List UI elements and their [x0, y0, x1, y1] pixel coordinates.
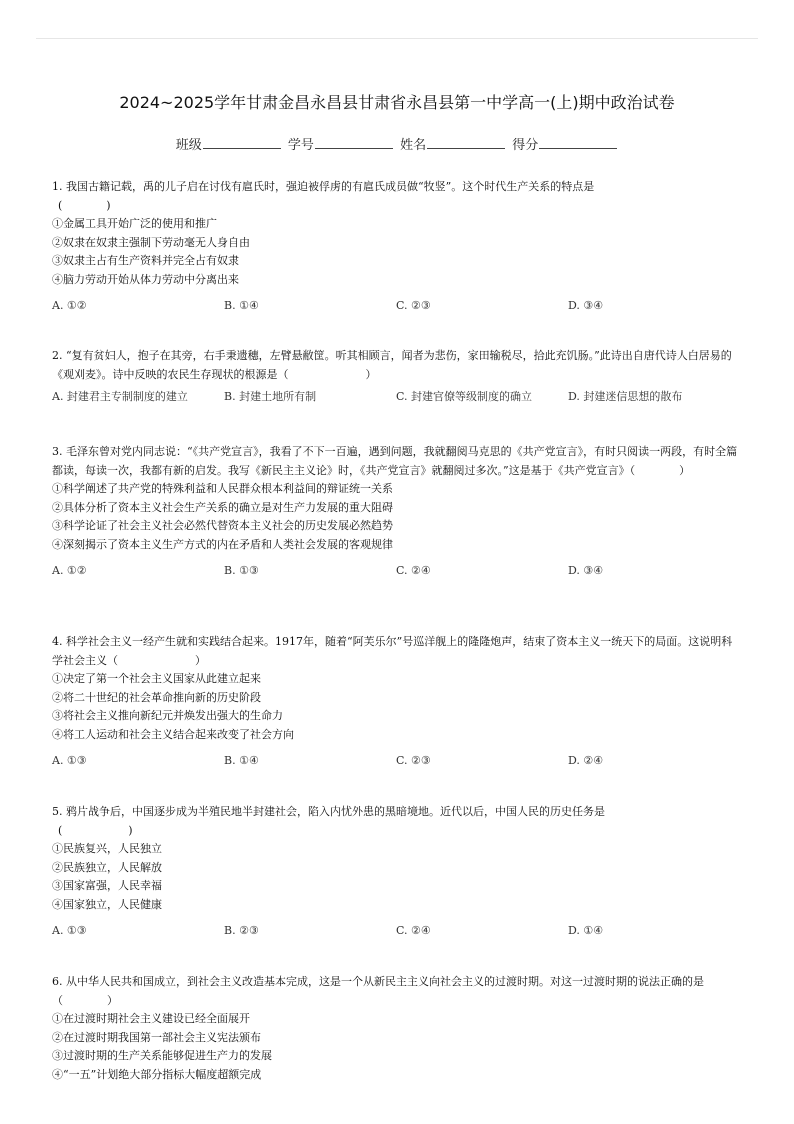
answer-paren: ( )	[58, 198, 111, 212]
student-id-label: 学号	[287, 138, 314, 153]
statement-2: ②民族独立，人民解放	[52, 860, 162, 874]
choice-b[interactable]: B. 封建土地所有制	[224, 390, 317, 403]
choice-c[interactable]: C. ②③	[396, 754, 431, 767]
choice-a[interactable]: A. 封建君主专制制度的建立	[52, 390, 188, 403]
question-stem: 5. 鸦片战争后，中国逐步成为半殖民地半封建社会，陷入内忧外患的黑暗境地。近代以后，中国人民的历史任务是	[52, 805, 605, 818]
question-stem: 4. 科学社会主义一经产生就和实践结合起来。1917年，随着“阿芙乐尔”号巡洋舰上的隆隆炮声，结束了资本主义一统天下的局面。这说明科学社会主义（ ）	[52, 635, 733, 667]
name-blank[interactable]	[427, 136, 505, 149]
choice-b[interactable]: B. ②③	[224, 924, 259, 937]
question-stem: 2. “复有贫妇人，抱子在其旁，右手秉遗穗，左臂悬敝筐。听其相顾言，闻者为悲伤，家田输税尽，拾此充饥肠。”此诗出自唐代诗人白居易的《观刈麦》。诗中反映的农民生存现状的根源是（ ）	[52, 349, 732, 381]
class-label: 班级	[175, 138, 202, 153]
name-label: 姓名	[400, 138, 427, 153]
choice-row	[52, 752, 742, 770]
question-5	[52, 803, 742, 940]
question-4	[52, 633, 742, 770]
choice-d[interactable]: D. ②④	[568, 754, 604, 767]
statement-2: ②具体分析了资本主义社会生产关系的确立是对生产力发展的重大阻碍	[52, 500, 393, 514]
choice-d[interactable]: D. ①④	[568, 924, 604, 937]
top-divider	[36, 38, 758, 39]
choice-c[interactable]: C. ②③	[396, 299, 431, 312]
question-1	[52, 178, 742, 315]
choice-b[interactable]: B. ①④	[224, 754, 259, 767]
statement-3: ③过渡时期的生产关系能够促进生产力的发展	[52, 1049, 272, 1062]
statement-3: ③奴隶主占有生产资料并完全占有奴隶	[52, 254, 239, 267]
choice-a[interactable]: A. ①③	[52, 754, 87, 767]
question-stem: 1. 我国古籍记载，禹的儿子启在讨伐有扈氏时，强迫被俘虏的有扈氏成员做“牧竖”。这个时代生产关系的特点是	[52, 180, 595, 193]
statement-2: ②将二十世纪的社会革命推向新的历史阶段	[52, 690, 261, 704]
statement-3: ③科学论证了社会主义社会必然代替资本主义社会的历史发展必然趋势	[52, 519, 393, 532]
choice-row	[52, 922, 742, 940]
statement-3: ③将社会主义推向新纪元并焕发出强大的生命力	[52, 709, 283, 722]
student-info-line	[0, 134, 794, 153]
score-blank[interactable]	[539, 136, 617, 149]
statement-2: ②在过渡时期我国第一部社会主义宪法颁布	[52, 1030, 261, 1044]
choice-c[interactable]: C. 封建官僚等级制度的确立	[396, 390, 533, 403]
question-3	[52, 443, 742, 580]
statement-4: ④深刻揭示了资本主义生产方式的内在矛盾和人类社会发展的客观规律	[52, 537, 393, 551]
choice-a[interactable]: A. ①③	[52, 924, 87, 937]
student-id-blank[interactable]	[315, 136, 393, 149]
choice-d[interactable]: D. 封建迷信思想的散布	[568, 390, 683, 403]
statement-3: ③国家富强，人民幸福	[52, 879, 162, 892]
statement-1: ①民族复兴，人民独立	[52, 842, 162, 855]
statement-4: ④“一五”计划绝大部分指标大幅度超额完成	[52, 1067, 262, 1081]
statement-4: ④将工人运动和社会主义结合起来改变了社会方向	[52, 727, 294, 741]
question-2	[52, 347, 742, 406]
exam-title: 2024~2025学年甘肃金昌永昌县甘肃省永昌县第一中学高一(上)期中政治试卷	[119, 93, 675, 112]
statement-1: ①决定了第一个社会主义国家从此建立起来	[52, 672, 261, 685]
choice-d[interactable]: D. ③④	[568, 564, 604, 577]
question-6	[52, 973, 742, 1084]
statement-1: ①在过渡时期社会主义建设已经全面展开	[52, 1012, 250, 1025]
statement-2: ②奴隶在奴隶主强制下劳动毫无人身自由	[52, 235, 250, 249]
choice-row	[52, 562, 742, 580]
statement-4: ④脑力劳动开始从体力劳动中分离出来	[52, 272, 239, 286]
statement-1: ①金属工具开始广泛的使用和推广	[52, 217, 217, 230]
choice-c[interactable]: C. ②④	[396, 564, 431, 577]
choice-row	[52, 388, 742, 406]
choice-a[interactable]: A. ①②	[52, 564, 87, 577]
choice-b[interactable]: B. ①③	[224, 564, 259, 577]
question-stem: 3. 毛泽东曾对党内同志说：“《共产党宣言》，我看了不下一百遍，遇到问题，我就翻阅马克思的《共产党宣言》，有时只阅读一两段，有时全篇都读，每读一次，我都有新的启发。我写《新民主主义论》时，《共产党宣言》就翻阅过多次。”这是基于《共产党宣言》（ ）	[52, 445, 738, 477]
choice-b[interactable]: B. ①④	[224, 299, 259, 312]
statement-4: ④国家独立，人民健康	[52, 897, 162, 911]
class-blank[interactable]	[203, 136, 281, 149]
statement-1: ①科学阐述了共产党的特殊利益和人民群众根本利益间的辩证统一关系	[52, 482, 393, 495]
choice-row	[52, 297, 742, 315]
question-stem: 6. 从中华人民共和国成立，到社会主义改造基本完成，这是一个从新民主主义向社会主义的过渡时期。对这一过渡时期的说法正确的是（ ）	[52, 975, 704, 1007]
answer-paren: ( )	[58, 823, 133, 837]
score-label: 得分	[512, 138, 539, 153]
choice-a[interactable]: A. ①②	[52, 299, 87, 312]
choice-c[interactable]: C. ②④	[396, 924, 431, 937]
choice-d[interactable]: D. ③④	[568, 299, 604, 312]
